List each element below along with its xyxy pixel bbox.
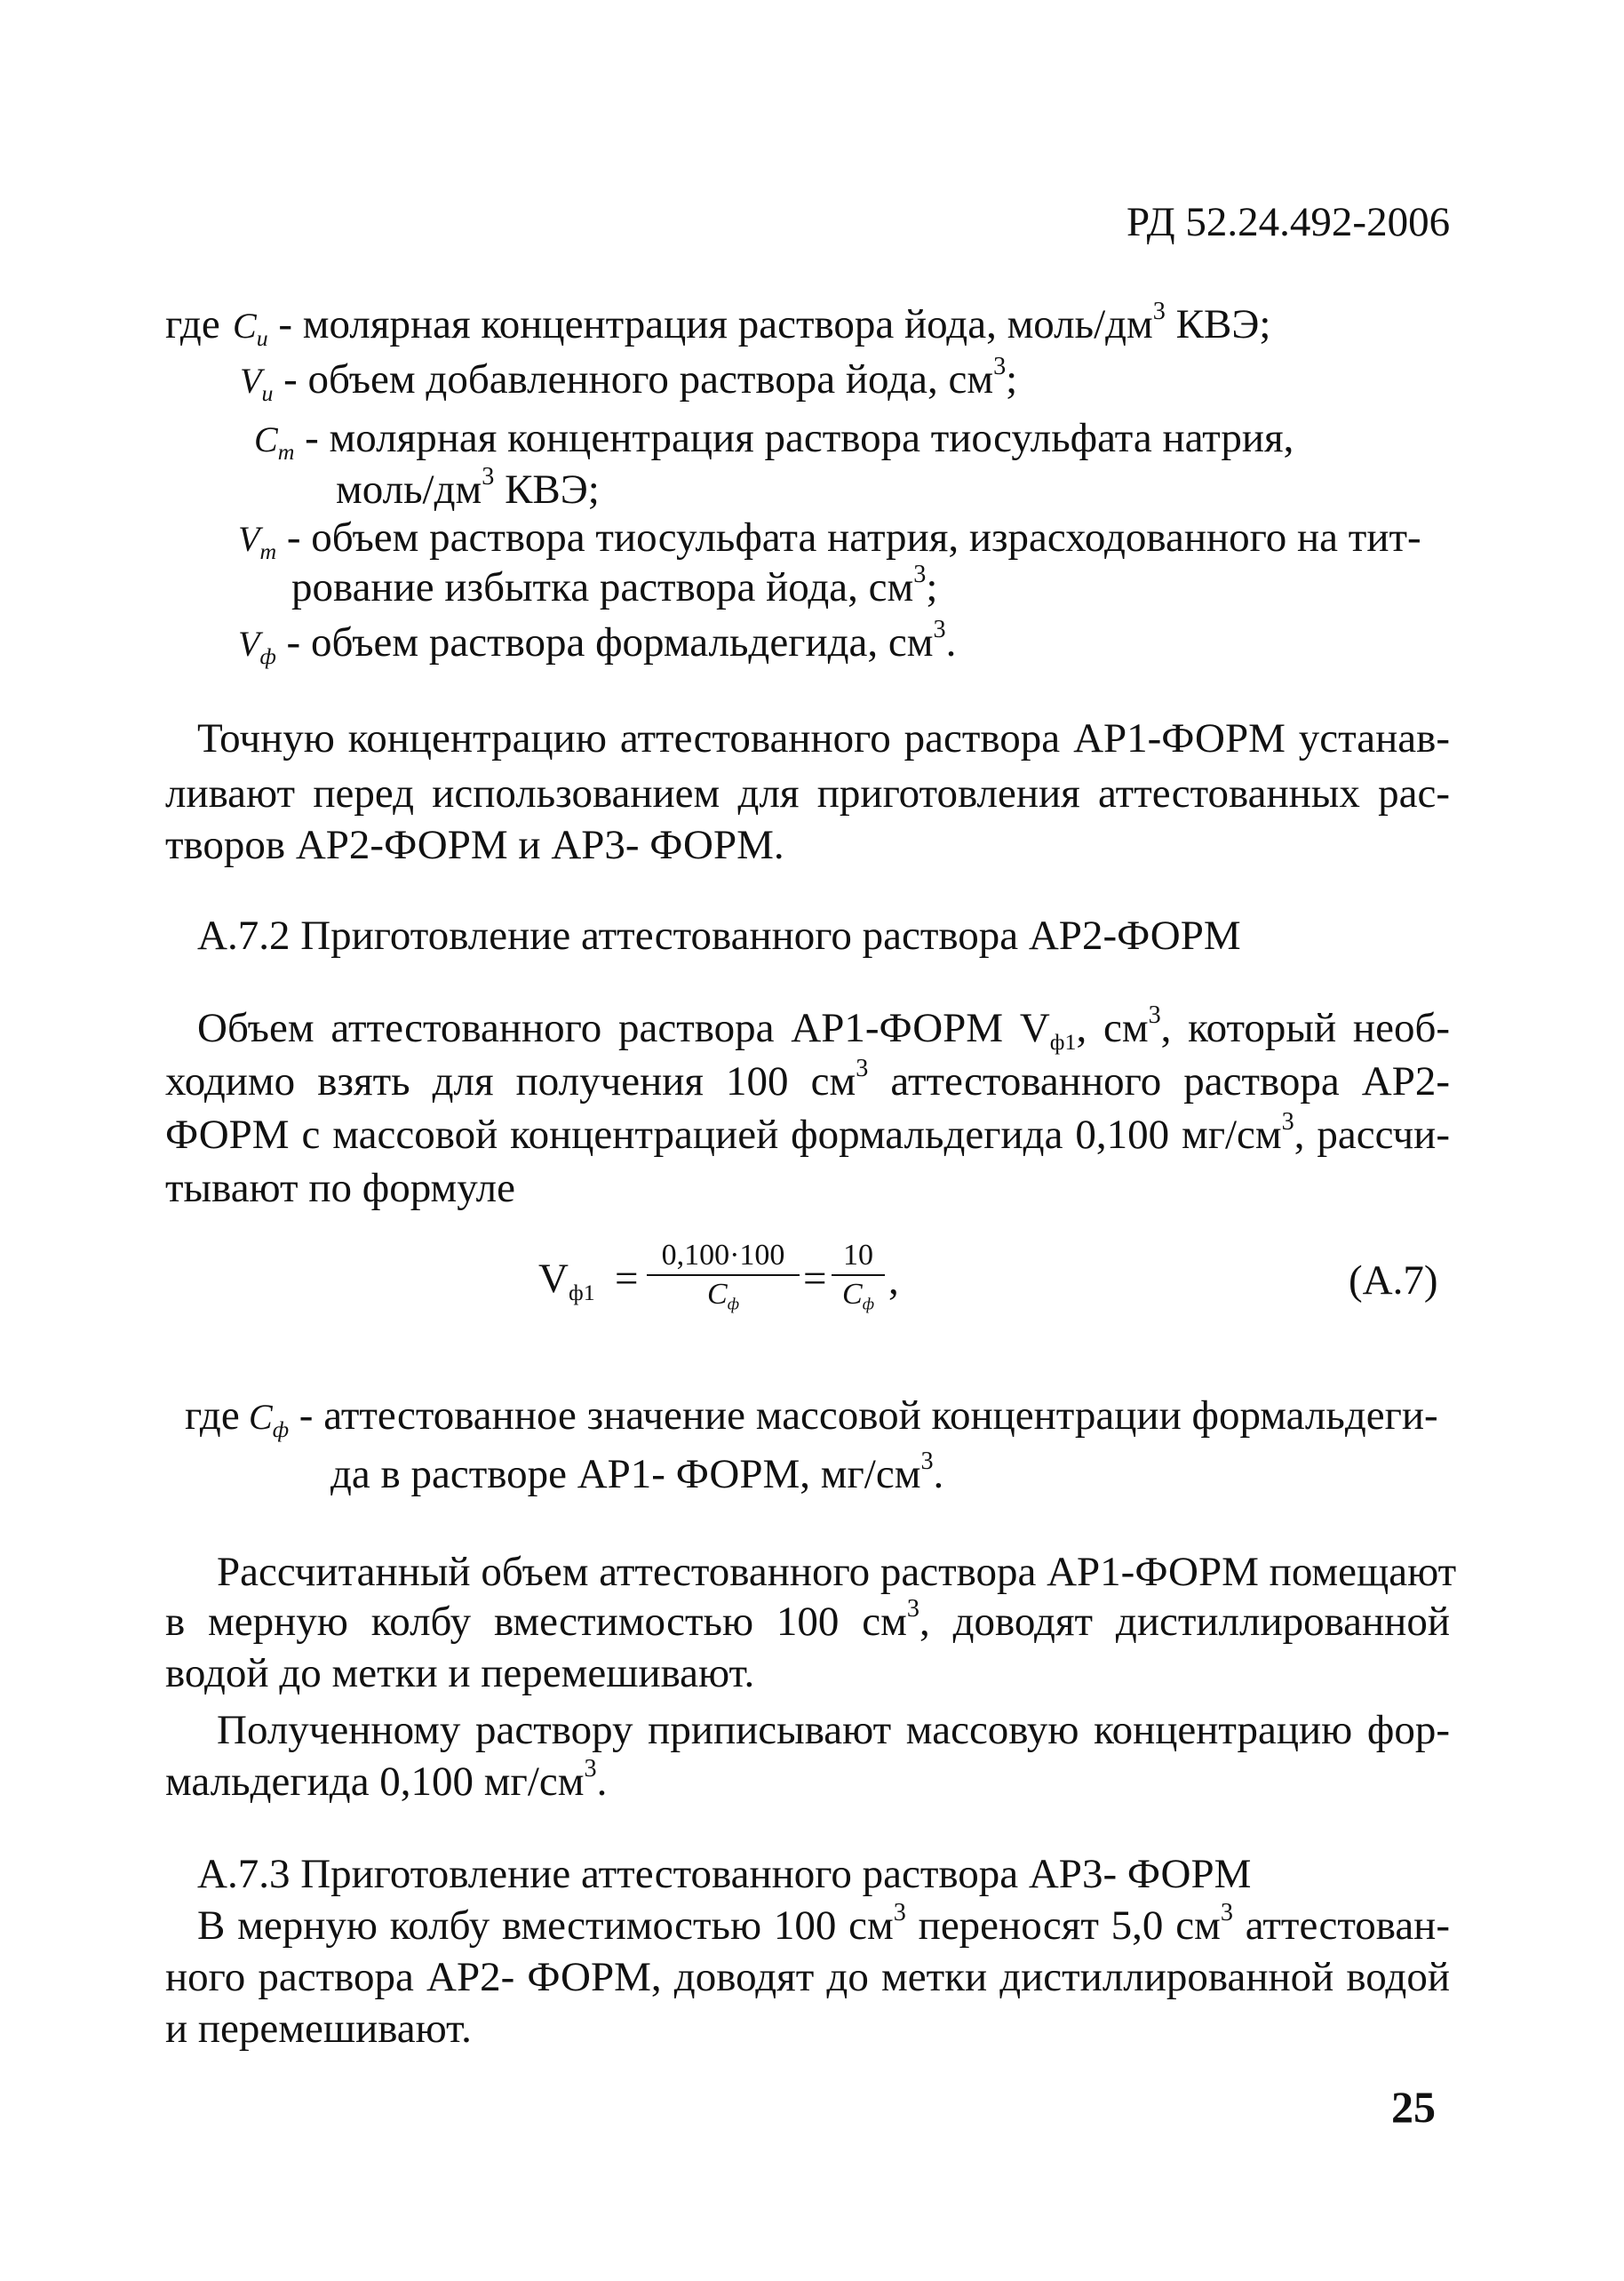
paragraph-line — [197, 1001, 1451, 1056]
definition-text: моль/дм — [336, 467, 482, 513]
text-run: , см — [1076, 1005, 1149, 1051]
page-number: 25 — [1391, 2082, 1436, 2132]
superscript: 3 — [1148, 1001, 1161, 1029]
paragraph-line: и перемешивают. — [165, 2006, 472, 2052]
text-run: аттестованного раствора АР2- — [868, 1058, 1450, 1105]
text-run: , рассчи- — [1294, 1112, 1450, 1158]
definition-cf-cont — [330, 1447, 944, 1497]
superscript: 3 — [584, 1754, 597, 1783]
definition-cf — [249, 1392, 1438, 1443]
definition-text: - молярная концентрация раствора тиосульфата натрия, — [305, 415, 1294, 461]
symbol-v: V — [238, 624, 260, 664]
text-run: . — [596, 1759, 608, 1805]
paragraph-line: ного раствора АР2- ФОРМ, доводят до метки дистиллированной водой — [165, 1954, 1450, 2000]
text-run: В мерную колбу вместимостью 100 см — [197, 1902, 894, 1949]
definition-tail: . — [933, 1451, 944, 1497]
formula-equals: = — [803, 1256, 827, 1302]
superscript: 3 — [482, 462, 495, 490]
symbol-sub: т — [277, 439, 295, 466]
definition-tail: ; — [926, 564, 938, 610]
section-heading-a72: А.7.2 Приготовление аттестованного раствора АР2-ФОРМ — [197, 913, 1241, 959]
definition-ci — [233, 297, 1271, 352]
paragraph-line: водой до метки и перемешивают. — [165, 1650, 755, 1696]
paragraph-line: Рассчитанный объем аттестованного раствора АР1-ФОРМ помещают — [217, 1549, 1457, 1595]
paragraph-line — [165, 1054, 1450, 1105]
definition-text: да в растворе АР1- ФОРМ, мг/см — [330, 1451, 921, 1497]
paragraph-line: Полученному раствору приписывают массовую концентрацию фор- — [217, 1707, 1450, 1753]
symbol-sub: ф — [272, 1416, 290, 1443]
superscript: 3 — [933, 615, 946, 643]
text-run: ФОРМ с массовой концентрацией формальдегида 0,100 мг/см — [165, 1112, 1282, 1158]
definition-text: - аттестованное значение массовой концентрации формальдеги- — [299, 1392, 1438, 1439]
definition-vi — [240, 352, 1018, 407]
paragraph-line: тывают по формуле — [165, 1165, 515, 1211]
definition-tail: . — [945, 619, 957, 666]
fraction-bar — [647, 1274, 800, 1276]
formula-comma: , — [888, 1257, 899, 1304]
symbol-c: C — [254, 419, 278, 459]
fraction-denominator: $C_ф$ — [707, 1278, 739, 1314]
symbol-v: V — [238, 519, 260, 559]
symbol-c: C — [233, 306, 257, 346]
superscript: 3 — [920, 1447, 934, 1475]
definition-ct — [254, 415, 1294, 466]
definition-text: - молярная концентрация раствора йода, моль/дм — [278, 301, 1153, 347]
text-run: , доводят дистиллированной — [919, 1599, 1450, 1645]
text-run: аттестован- — [1232, 1902, 1450, 1949]
definition-vt — [238, 514, 1421, 565]
formula-symbol: V — [538, 1256, 569, 1302]
subscript: ф1 — [568, 1280, 595, 1306]
definitions-where-2: где — [185, 1392, 240, 1439]
subscript: ф1 — [1049, 1029, 1077, 1056]
superscript: 3 — [893, 1898, 906, 1926]
definition-text: - объем добавленного раствора йода, см — [283, 356, 994, 403]
paragraph-line: творов АР2-ФОРМ и АР3- ФОРМ. — [165, 822, 784, 868]
fraction-numerator: 0,100·100 — [661, 1239, 785, 1272]
fraction-bar — [832, 1274, 885, 1276]
section-heading-a73: А.7.3 Приготовление аттестованного раствора АР3- ФОРМ — [197, 1851, 1252, 1897]
paragraph-line: ливают перед использованием для приготовления аттестованных рас- — [165, 770, 1450, 817]
fraction-numerator: 10 — [843, 1239, 873, 1272]
text-run: Объем аттестованного раствора АР1-ФОРМ V — [197, 1005, 1050, 1051]
definition-text: рование избытка раствора йода, см — [291, 564, 914, 610]
formula-lhs — [538, 1258, 595, 1304]
symbol-sub: ф — [259, 643, 276, 670]
fraction-denominator: $C_ф$ — [842, 1278, 874, 1314]
text-run: , который необ- — [1160, 1005, 1451, 1051]
paragraph-line — [165, 1107, 1450, 1158]
definition-tail: КВЭ; — [494, 467, 600, 513]
paragraph-line: Точную концентрацию аттестованного раствора АР1-ФОРМ устанав- — [197, 715, 1450, 762]
paragraph-line — [165, 1594, 1450, 1645]
definition-tail: КВЭ; — [1165, 301, 1271, 347]
formula-fraction-2 — [832, 1240, 885, 1313]
definitions-where-1: где — [165, 301, 220, 347]
paragraph-line — [165, 1754, 608, 1805]
formula-fraction-1 — [647, 1240, 800, 1313]
definition-vt-cont — [291, 560, 938, 610]
superscript: 3 — [856, 1054, 869, 1082]
text-run: мальдегида 0,100 мг/см — [165, 1759, 585, 1805]
definition-text: - объем раствора тиосульфата натрия, израсходованного на тит- — [286, 514, 1421, 561]
text-run: в мерную колбу вместимостью 100 см — [165, 1599, 907, 1645]
document-code: РД 52.24.492-2006 — [1126, 199, 1451, 245]
superscript: 3 — [993, 352, 1007, 380]
superscript: 3 — [906, 1594, 919, 1623]
formula-label: (А.7) — [1349, 1257, 1438, 1304]
formula-equals: = — [615, 1256, 639, 1302]
paragraph-line — [197, 1898, 1450, 1949]
symbol-sub: т — [259, 538, 277, 565]
symbol-v: V — [240, 361, 262, 401]
superscript: 3 — [1220, 1898, 1233, 1926]
superscript: 3 — [1281, 1107, 1294, 1136]
superscript: 3 — [913, 560, 927, 588]
symbol-sub: и — [256, 325, 268, 352]
definition-vf — [238, 615, 957, 670]
symbol-sub: и — [261, 380, 274, 407]
definition-ct-cont — [336, 462, 600, 513]
definition-text: - объем раствора формальдегида, см — [286, 619, 934, 666]
text-run: ходимо взять для получения 100 см — [165, 1058, 856, 1105]
superscript: 3 — [1152, 297, 1166, 325]
symbol-c: C — [249, 1397, 273, 1437]
text-run: переносят 5,0 см — [905, 1902, 1221, 1949]
definition-tail: ; — [1006, 356, 1018, 403]
